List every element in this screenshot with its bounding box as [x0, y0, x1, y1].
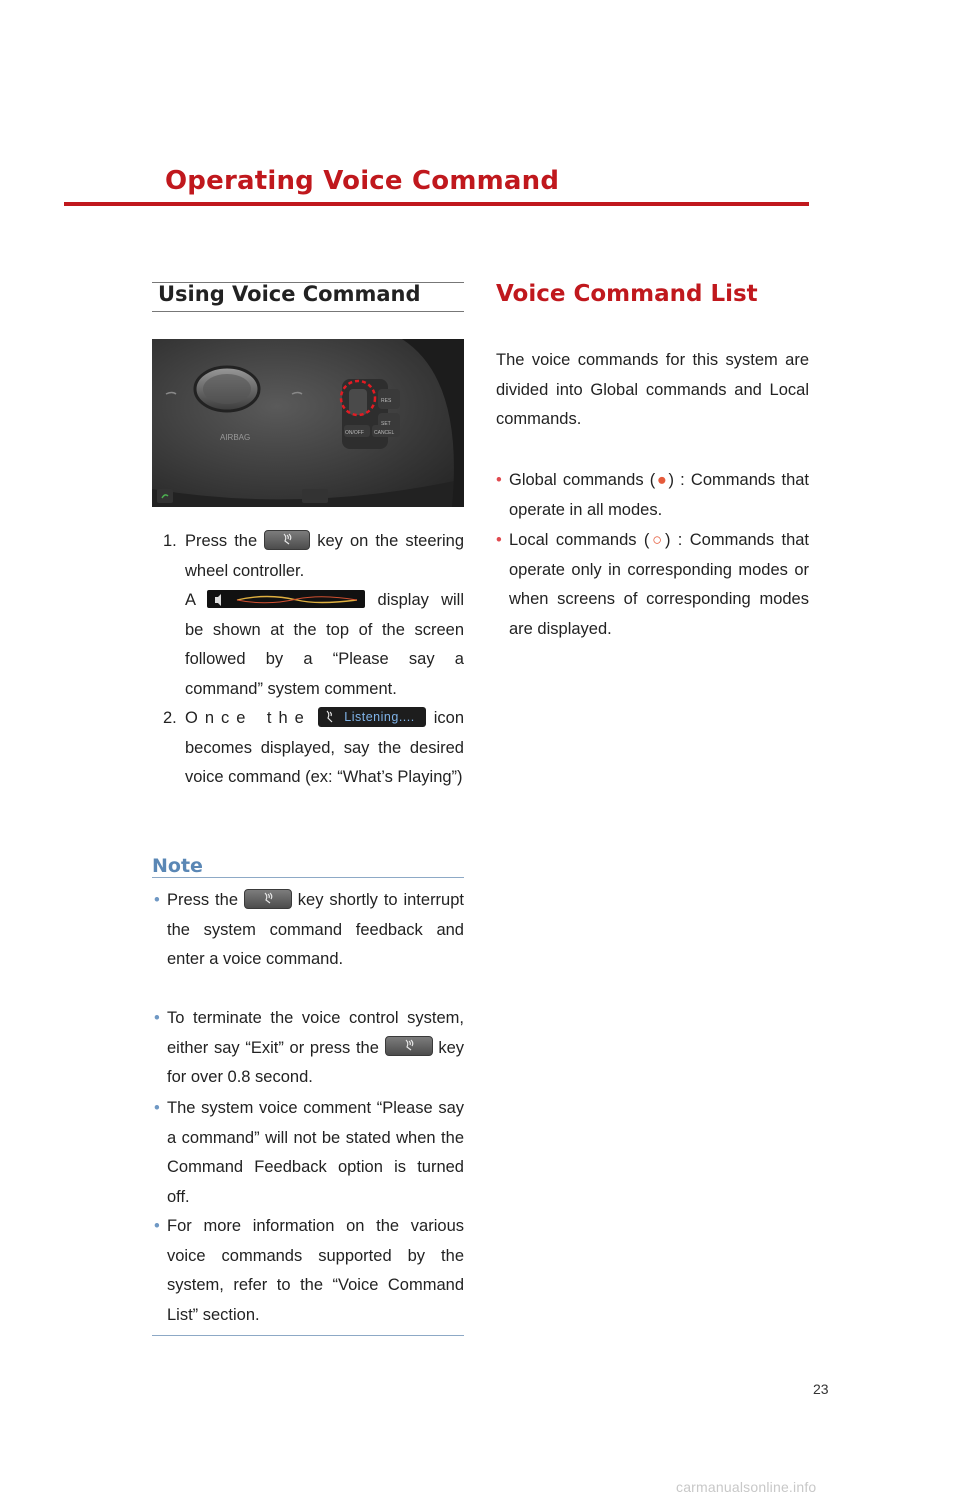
listening-icon [318, 707, 426, 727]
note-item [152, 1094, 464, 1212]
global-text-a: Global commands ( [509, 471, 656, 489]
step-number: 2. [163, 709, 177, 727]
note-2-text-a: To terminate the voice control system, either say “Exit” or press the [167, 1009, 464, 1057]
step-1-text-d: display will be shown at the top of the screen followed by a “Please say a command” system comment. [185, 591, 464, 698]
bullet-item-global [496, 466, 809, 525]
step-1-text-c: A [185, 591, 196, 609]
note-rule [152, 877, 464, 878]
local-text-b: ) : Commands that operate only in corresponding modes or when screens of corresponding modes are displayed. [509, 531, 810, 638]
step-2-text-b: icon becomes displayed, say the desired voice command (ex: “What’s Playing”) [185, 709, 465, 786]
note-1-text-b: key shortly to interrupt the system command feedback and enter a voice command. [167, 891, 464, 968]
bullet-dot-icon: • [154, 1099, 160, 1117]
voice-key-icon [264, 530, 310, 550]
step-1-text-a: Press the [185, 532, 258, 550]
note-2-text-b: key for over 0.8 second. [167, 1038, 464, 1086]
steering-wheel-photo [152, 339, 464, 507]
open-circle-icon: ○ [649, 531, 665, 549]
note-rule-bottom [152, 1335, 464, 1336]
note-4-text: For more information on the various voice commands supported by the system, refer to the “Voice Command List” section. [167, 1217, 464, 1324]
bullet-dot-icon: • [154, 1009, 160, 1027]
step-1 [163, 527, 464, 704]
note-heading: Note [152, 855, 203, 877]
global-text-b: ) : Commands that operate in all modes. [509, 471, 810, 519]
heading-rule-bottom [152, 311, 464, 312]
bullet-dot-icon: • [496, 471, 502, 489]
note-item [152, 1004, 464, 1093]
filled-circle-icon: ● [655, 471, 669, 489]
step-number: 1. [163, 532, 177, 550]
note-3-text: The system voice comment “Please say a command” will not be stated when the Command Feedback option is turned off. [167, 1099, 464, 1206]
bullet-item-local [496, 526, 809, 644]
local-text-a: Local commands ( [509, 531, 650, 549]
airbag-label: AIRBAG [220, 433, 251, 442]
bullet-dot-icon: • [154, 1217, 160, 1235]
page-number: 23 [813, 1381, 829, 1397]
section-heading-voice-command-list: Voice Command List [496, 281, 758, 307]
step-2-text-a: Once the [185, 709, 311, 727]
step-1-text-b: key on the steering wheel controller. [185, 532, 465, 580]
bullet-dot-icon: • [496, 531, 502, 549]
note-item [152, 886, 464, 975]
bullet-dot-icon: • [154, 891, 160, 909]
section-heading-using-voice-command: Using Voice Command [158, 282, 421, 306]
listening-label: Listening.... [344, 709, 415, 724]
watermark: carmanualsonline.info [676, 1479, 817, 1495]
intro-paragraph: The voice commands for this system are divided into Global commands and Local commands. [496, 351, 809, 428]
title-rule [64, 202, 809, 206]
voice-key-icon [244, 889, 292, 909]
page-title: Operating Voice Command [165, 166, 560, 196]
res-label: RES [381, 398, 392, 404]
voice-key-icon [385, 1036, 433, 1056]
step-2 [163, 704, 464, 793]
cancel-label: CANCEL [374, 430, 395, 436]
note-1-text-a: Press the [167, 891, 238, 909]
set-label: SET [381, 421, 391, 427]
note-item [152, 1212, 464, 1330]
voice-display-bar-icon [207, 590, 365, 608]
onoff-label: ON/OFF [345, 430, 364, 436]
